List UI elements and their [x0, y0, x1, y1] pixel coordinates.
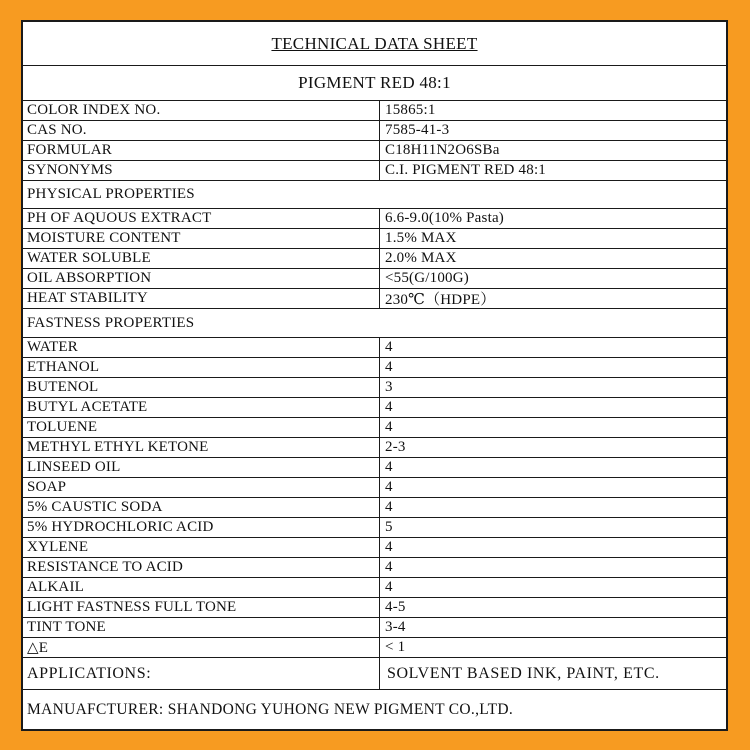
row-label: BUTENOL: [27, 379, 99, 395]
table-row: [23, 638, 726, 658]
row-value: 4: [379, 338, 726, 357]
applications-value: SOLVENT BASED INK, PAINT, ETC.: [379, 658, 726, 689]
table-row: [23, 358, 726, 378]
table-row: [23, 101, 726, 121]
row-label: TOLUENE: [27, 419, 98, 435]
manufacturer-text: MANUAFCTURER: SHANDONG YUHONG NEW PIGMENT CO.,LTD.: [27, 700, 514, 718]
row-value: 1.5% MAX: [379, 229, 726, 248]
table-row: [23, 121, 726, 141]
applications-row: [23, 658, 726, 690]
section-heading-fastness: [23, 309, 726, 338]
row-label: BUTYL ACETATE: [27, 399, 148, 415]
section-heading: PHYSICAL PROPERTIES: [27, 186, 195, 202]
row-label: PH OF AQUOUS EXTRACT: [27, 210, 212, 226]
manufacturer-row: [23, 690, 726, 729]
table-row: [23, 269, 726, 289]
data-sheet: [21, 20, 728, 731]
row-value: 2.0% MAX: [379, 249, 726, 268]
table-row: [23, 289, 726, 309]
table-row: [23, 418, 726, 438]
row-value: 15865:1: [379, 101, 726, 120]
row-value: 2-3: [379, 438, 726, 457]
table-row: [23, 229, 726, 249]
row-label: 5% CAUSTIC SODA: [27, 499, 163, 515]
product-name: PIGMENT RED 48:1: [298, 73, 451, 92]
table-row: [23, 598, 726, 618]
row-value: < 1: [379, 638, 726, 657]
row-value: 4: [379, 458, 726, 477]
table-row: [23, 209, 726, 229]
sheet-title: TECHNICAL DATA SHEET: [271, 33, 478, 53]
row-value: 4: [379, 578, 726, 597]
row-label: SOAP: [27, 479, 67, 495]
table-row: [23, 498, 726, 518]
table-row: [23, 438, 726, 458]
row-value: 4: [379, 558, 726, 577]
row-value: 5: [379, 518, 726, 537]
row-value: 4: [379, 358, 726, 377]
row-value: C.I. PIGMENT RED 48:1: [379, 161, 726, 180]
row-value: 4: [379, 398, 726, 417]
row-value: 4: [379, 418, 726, 437]
row-label: LINSEED OIL: [27, 459, 121, 475]
row-value: 4: [379, 498, 726, 517]
table-row: [23, 458, 726, 478]
applications-label: APPLICATIONS:: [27, 664, 152, 682]
row-label: COLOR INDEX NO.: [27, 102, 161, 118]
row-label: MOISTURE CONTENT: [27, 230, 181, 246]
row-label: METHYL ETHYL KETONE: [27, 439, 209, 455]
row-value: 4-5: [379, 598, 726, 617]
row-value: <55(G/100G): [379, 269, 726, 288]
row-label: ALKAIL: [27, 579, 85, 595]
row-label: ETHANOL: [27, 359, 100, 375]
row-label: CAS NO.: [27, 122, 87, 138]
row-label: TINT TONE: [27, 619, 106, 635]
row-label: WATER: [27, 339, 78, 355]
row-label: RESISTANCE TO ACID: [27, 559, 184, 575]
row-label: FORMULAR: [27, 142, 112, 158]
section-heading: FASTNESS PROPERTIES: [27, 314, 195, 331]
row-value: 230℃（HDPE）: [379, 289, 726, 308]
row-label: XYLENE: [27, 539, 89, 555]
row-value: 6.6-9.0(10% Pasta): [379, 209, 726, 228]
row-value: C18H11N2O6SBa: [379, 141, 726, 160]
row-value: 7585-41-3: [379, 121, 726, 140]
table-row: [23, 249, 726, 269]
row-label: 5% HYDROCHLORIC ACID: [27, 519, 214, 535]
table-row: [23, 558, 726, 578]
table-row: [23, 398, 726, 418]
row-value: 4: [379, 478, 726, 497]
table-row: [23, 538, 726, 558]
table-row: [23, 161, 726, 181]
row-label: WATER SOLUBLE: [27, 250, 151, 266]
row-label: OIL ABSORPTION: [27, 270, 152, 286]
product-row: [23, 66, 726, 101]
table-row: [23, 338, 726, 358]
table-row: [23, 378, 726, 398]
section-heading-physical: [23, 181, 726, 209]
table-row: [23, 141, 726, 161]
table-row: [23, 618, 726, 638]
table-row: [23, 478, 726, 498]
row-label: HEAT STABILITY: [27, 290, 148, 306]
table-row: [23, 518, 726, 538]
row-label: SYNONYMS: [27, 162, 113, 178]
row-value: 3-4: [379, 618, 726, 637]
table-row: [23, 578, 726, 598]
row-label: LIGHT FASTNESS FULL TONE: [27, 599, 237, 615]
row-label: △E: [27, 640, 49, 656]
row-value: 4: [379, 538, 726, 557]
row-value: 3: [379, 378, 726, 397]
title-row: [23, 22, 726, 66]
